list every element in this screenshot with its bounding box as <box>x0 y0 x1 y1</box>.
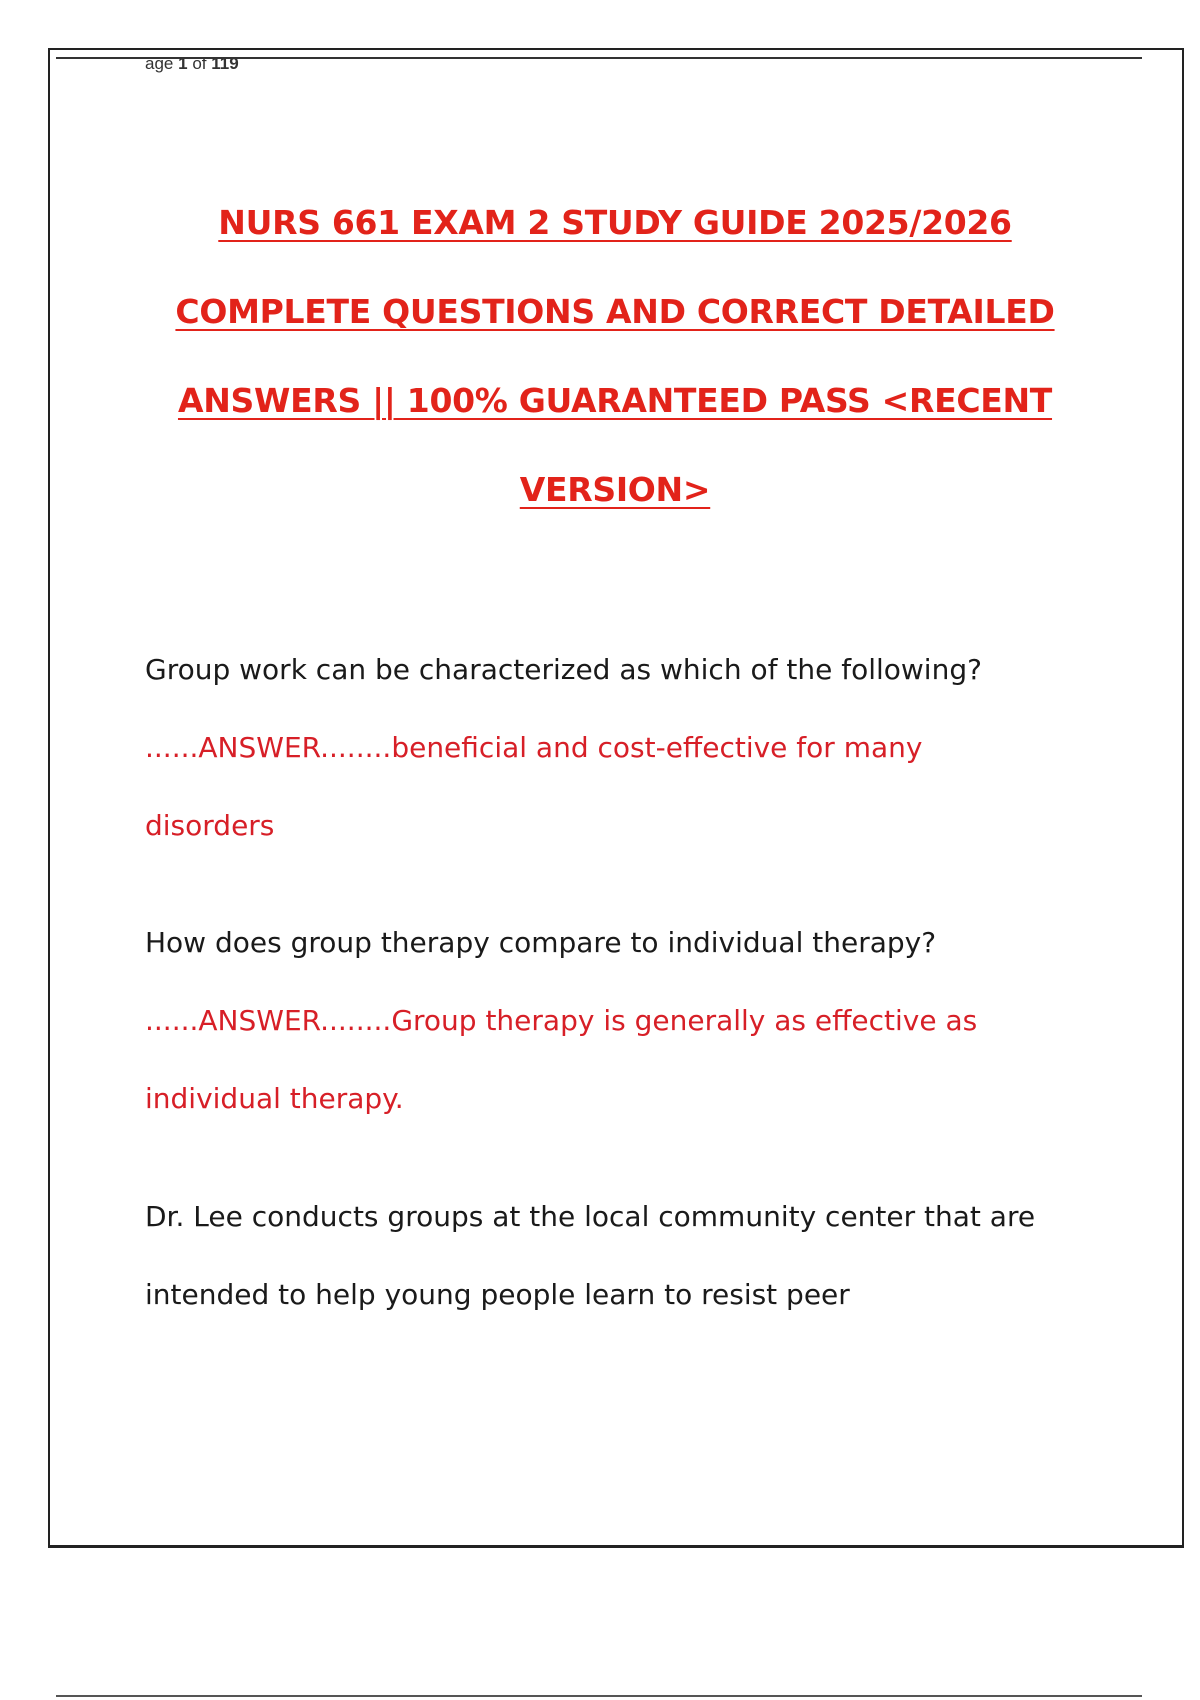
answer-2-line-1: ......ANSWER........Group therapy is generally as effective as <box>145 1004 978 1037</box>
question-2: How does group therapy compare to individual therapy? <box>145 926 937 959</box>
document-title <box>60 178 1170 534</box>
answer-2-line-2: individual therapy. <box>145 1082 404 1115</box>
page-total: 119 <box>211 54 239 73</box>
answer-1-line-1: ......ANSWER........beneficial and cost-effective for many <box>145 731 923 764</box>
qa-item-1 <box>145 631 1045 865</box>
title-line-2: COMPLETE QUESTIONS AND CORRECT DETAILED <box>175 292 1055 331</box>
question-3-line-2: intended to help young people learn to resist peer <box>145 1278 850 1311</box>
qa-item-3 <box>145 1178 1045 1334</box>
title-line-1: NURS 661 EXAM 2 STUDY GUIDE 2025/2026 <box>218 203 1012 242</box>
title-line-4: VERSION> <box>519 470 711 509</box>
question-3-line-1: Dr. Lee conducts groups at the local community center that are <box>145 1200 1036 1233</box>
title-line-3: ANSWERS || 100% GUARANTEED PASS <RECENT <box>177 381 1053 420</box>
page-of: of <box>192 54 207 73</box>
page-counter <box>145 54 239 74</box>
qa-item-2 <box>145 904 1045 1138</box>
page-prefix: age <box>145 54 174 73</box>
question-1: Group work can be characterized as which of the following? <box>145 653 982 686</box>
page-number: 1 <box>178 54 188 73</box>
answer-1-line-2: disorders <box>145 809 275 842</box>
footer-rule <box>56 1695 1142 1697</box>
